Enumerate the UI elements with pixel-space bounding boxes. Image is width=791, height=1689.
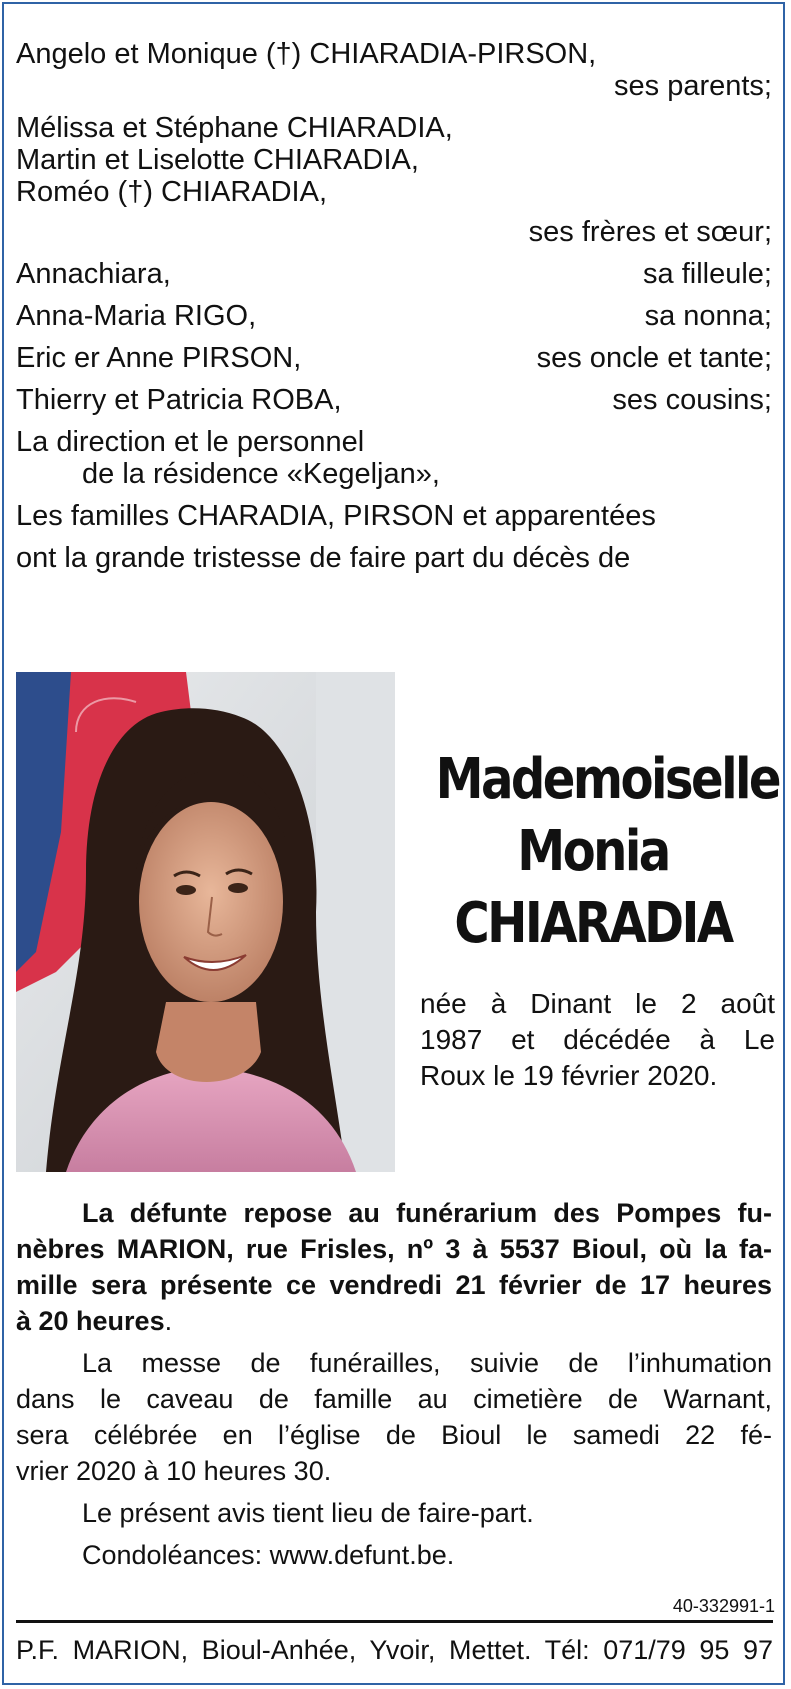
relation-row xyxy=(16,384,772,416)
sibling-line: Roméo (†) CHIARADIA, xyxy=(16,176,328,208)
announcers-section xyxy=(16,38,772,574)
repose-period: . xyxy=(164,1306,173,1336)
notice-line: Le présent avis tient lieu de faire-part. xyxy=(82,1498,534,1528)
announce-line: ont la grande tristesse de faire part du décès de xyxy=(16,542,631,574)
relation-name: Anna-Maria RIGO, xyxy=(16,300,257,332)
siblings-relation: ses frères et sœur; xyxy=(528,216,772,248)
relation-row xyxy=(16,300,772,332)
funeral-home-footer: P.F. MARION, Bioul-Anhée, Yvoir, Mettet. Tél: 071/79 95 97 xyxy=(16,1635,773,1665)
reference-number: 40-332991-1 xyxy=(672,1596,775,1616)
sibling-line: Mélissa et Stéphane CHIARADIA, xyxy=(16,112,453,144)
deceased-name xyxy=(410,744,780,960)
families-line: Les familles CHARADIA, PIRSON et apparentées xyxy=(16,500,656,532)
repose-line: La défunte repose au funérarium des Pompes fu- xyxy=(82,1198,772,1228)
relation-row xyxy=(16,342,772,374)
relation-label: ses oncle et tante; xyxy=(536,342,772,374)
mass-line: vrier 2020 à 10 heures 30. xyxy=(16,1456,332,1486)
parents-names: Angelo et Monique (†) CHIARADIA-PIRSON, xyxy=(16,38,597,70)
repose-line-last xyxy=(16,1303,772,1339)
deceased-title: Mademoiselle xyxy=(435,747,780,812)
deceased-first-name: Monia xyxy=(517,819,669,884)
relation-name: Annachiara, xyxy=(16,258,171,290)
birth-line: Roux le 19 février 2020. xyxy=(420,1060,718,1091)
direction-line: La direction et le personnel xyxy=(16,426,365,458)
parents-relation: ses parents; xyxy=(614,70,772,102)
condolences-line: Condoléances: www.defunt.be. xyxy=(82,1540,455,1570)
relation-label: sa filleule; xyxy=(643,258,772,290)
relation-label: ses cousins; xyxy=(612,384,772,416)
repose-time: à 20 heures xyxy=(16,1306,165,1336)
relation-name: Thierry et Patricia ROBA, xyxy=(16,384,342,416)
deceased-last-name: CHIARADIA xyxy=(454,891,732,956)
funeral-details xyxy=(16,1195,772,1573)
birth-line: née à Dinant le 2 août xyxy=(420,988,775,1019)
mass-line: dans le caveau de famille au cimetière de Warnant, xyxy=(16,1384,772,1414)
residence-line: de la résidence «Kegeljan», xyxy=(82,458,440,490)
deceased-photo xyxy=(16,672,395,1172)
mass-line: La messe de funérailles, suivie de l’inhumation xyxy=(82,1348,772,1378)
relation-name: Eric er Anne PIRSON, xyxy=(16,342,302,374)
footer-divider xyxy=(16,1620,773,1623)
sibling-line: Martin et Liselotte CHIARADIA, xyxy=(16,144,419,176)
birth-death-info xyxy=(420,986,775,1094)
relation-row xyxy=(16,258,772,290)
birth-line: 1987 et décédée à Le xyxy=(420,1024,775,1055)
repose-line: nèbres MARION, rue Frisles, nº 3 à 5537 Bioul, où la fa- xyxy=(16,1234,772,1264)
relation-label: sa nonna; xyxy=(644,300,772,332)
repose-line: mille sera présente ce vendredi 21 février de 17 heures xyxy=(16,1270,772,1300)
mass-line: sera célébrée en l’église de Bioul le samedi 22 fé- xyxy=(16,1420,772,1450)
